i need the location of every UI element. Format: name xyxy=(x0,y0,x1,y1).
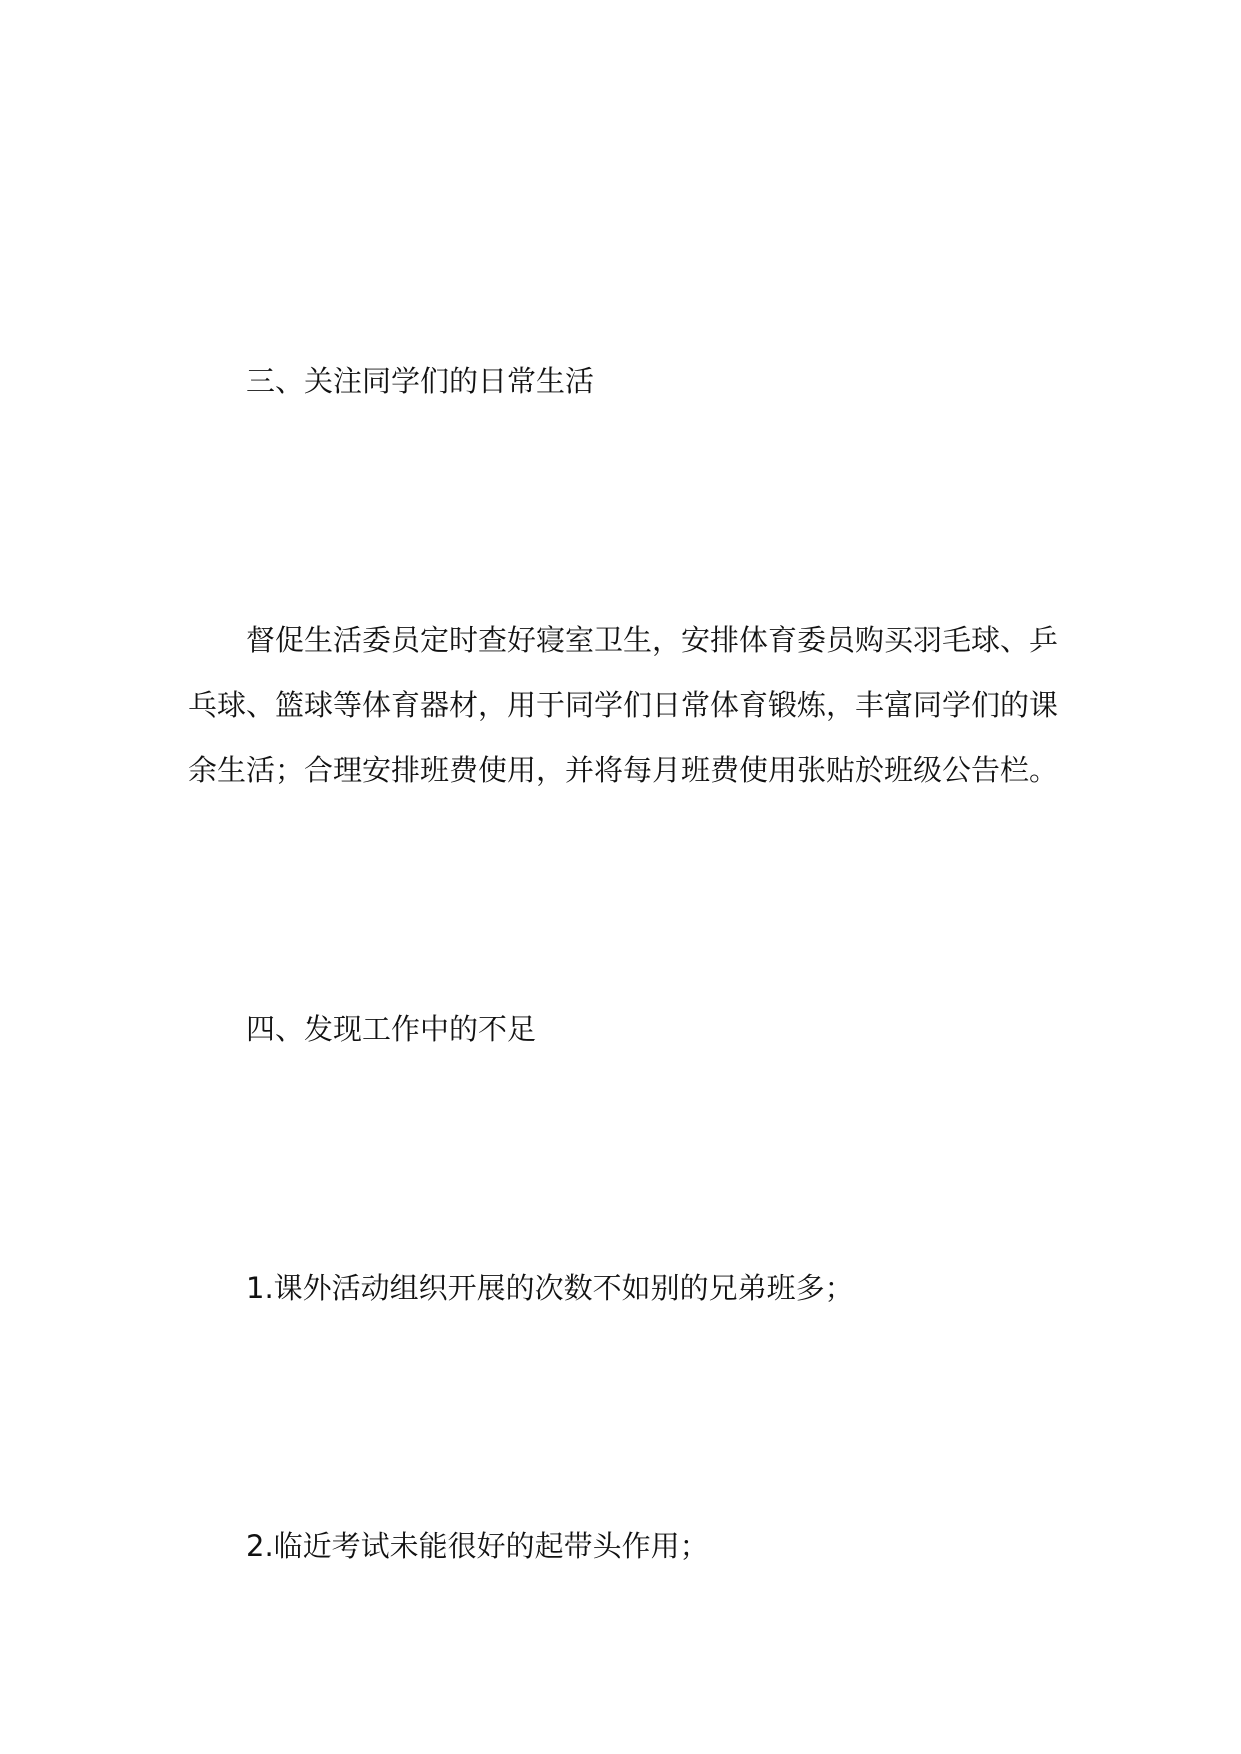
section-heading-4: 四、发现工作中的不足 xyxy=(246,1012,537,1046)
paragraph-line: 乓球、篮球等体育器材，用于同学们日常体育锻炼，丰富同学们的课 xyxy=(188,688,1059,722)
list-item-2: 2.临近考试未能很好的起带头作用； xyxy=(246,1529,709,1563)
section-heading-3: 三、关注同学们的日常生活 xyxy=(246,364,595,398)
list-item-1: 1.课外活动组织开展的次数不如别的兄弟班多； xyxy=(246,1271,854,1305)
paragraph-line: 余生活；合理安排班费使用，并将每月班费使用张贴於班级公告栏。 xyxy=(188,753,1059,787)
paragraph-line: 督促生活委员定时查好寝室卫生，安排体育委员购买羽毛球、乒 xyxy=(246,623,1059,657)
